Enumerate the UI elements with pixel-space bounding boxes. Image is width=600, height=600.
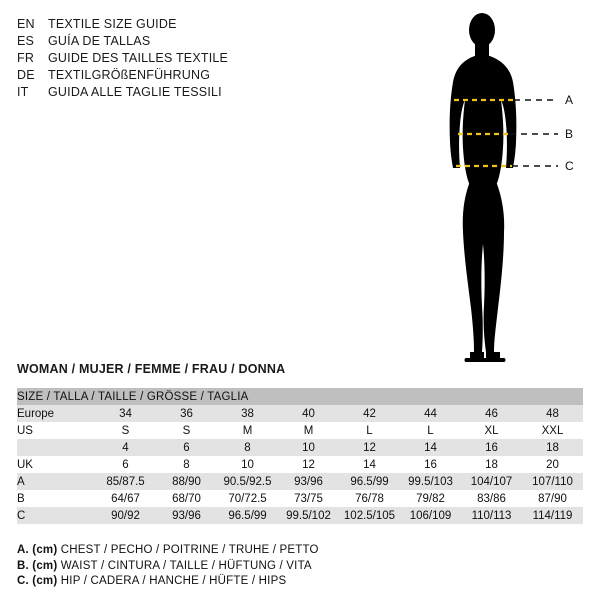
size-table <box>17 388 583 524</box>
cell: 93/96 <box>278 473 339 490</box>
cell: 34 <box>95 405 156 422</box>
cell: 12 <box>339 439 400 456</box>
legend-text: CHEST / PECHO / POITRINE / TRUHE / PETTO <box>60 544 319 556</box>
row-label: US <box>17 422 95 439</box>
table-row <box>17 405 583 422</box>
cell: 20 <box>522 456 583 473</box>
cell: 12 <box>278 456 339 473</box>
cell: L <box>339 422 400 439</box>
cell: 14 <box>400 439 461 456</box>
cell: 85/87.5 <box>95 473 156 490</box>
cell: 38 <box>217 405 278 422</box>
cell: 6 <box>95 456 156 473</box>
cell: XXL <box>522 422 583 439</box>
cell: 93/96 <box>156 507 217 524</box>
table-row <box>17 456 583 473</box>
language-code: FR <box>17 51 35 65</box>
cell: 18 <box>522 439 583 456</box>
cell: 102.5/105 <box>339 507 400 524</box>
row-label <box>17 439 95 456</box>
table-row <box>17 473 583 490</box>
cell: 10 <box>278 439 339 456</box>
legend-key: C. (cm) <box>17 575 58 587</box>
measure-label-c: C <box>565 159 574 173</box>
language-code: DE <box>17 68 35 82</box>
cell: M <box>217 422 278 439</box>
size-table-wrapper <box>17 388 583 524</box>
language-code: ES <box>17 34 35 48</box>
cell: 88/90 <box>156 473 217 490</box>
figure-diagram <box>430 8 590 368</box>
cell: S <box>156 422 217 439</box>
cell: 90.5/92.5 <box>217 473 278 490</box>
cell: 8 <box>217 439 278 456</box>
legend-text: WAIST / CINTURA / TAILLE / HÜFTUNG / VITA <box>60 559 312 572</box>
cell: 42 <box>339 405 400 422</box>
cell: 79/82 <box>400 490 461 507</box>
row-label: A <box>17 473 95 490</box>
cell: S <box>95 422 156 439</box>
cell: 110/113 <box>461 507 522 524</box>
cell: L <box>400 422 461 439</box>
gender-heading: WOMAN / MUJER / FEMME / FRAU / DONNA <box>17 362 286 376</box>
cell: 46 <box>461 405 522 422</box>
language-title: GUIDE DES TAILLES TEXTILE <box>48 51 229 65</box>
cell: 99.5/102 <box>278 507 339 524</box>
cell: 96.5/99 <box>339 473 400 490</box>
table-row <box>17 507 583 524</box>
table-header-label: SIZE / TALLA / TAILLE / GRÖSSE / TAGLIA <box>17 388 583 405</box>
table-row <box>17 422 583 439</box>
legend-key: B. (cm) <box>17 559 58 572</box>
legend-row <box>17 543 577 559</box>
cell: 83/86 <box>461 490 522 507</box>
cell: 64/67 <box>95 490 156 507</box>
language-row <box>17 33 317 50</box>
row-label: C <box>17 507 95 524</box>
row-label: Europe <box>17 405 95 422</box>
row-label: UK <box>17 456 95 473</box>
cell: 73/75 <box>278 490 339 507</box>
language-title: GUIDA ALLE TAGLIE TESSILI <box>48 85 222 99</box>
cell: 106/109 <box>400 507 461 524</box>
cell: 6 <box>156 439 217 456</box>
cell: 68/70 <box>156 490 217 507</box>
cell: 10 <box>217 456 278 473</box>
language-row <box>17 50 317 67</box>
cell: 96.5/99 <box>217 507 278 524</box>
cell: 90/92 <box>95 507 156 524</box>
cell: 76/78 <box>339 490 400 507</box>
language-row <box>17 16 317 33</box>
cell: 40 <box>278 405 339 422</box>
language-row <box>17 84 317 101</box>
cell: 70/72.5 <box>217 490 278 507</box>
legend-text: HIP / CADERA / HANCHE / HÜFTE / HIPS <box>60 575 287 587</box>
language-code: EN <box>17 17 35 31</box>
measure-label-b: B <box>565 127 574 141</box>
cell: 8 <box>156 456 217 473</box>
female-silhouette-icon <box>430 8 590 368</box>
legend-row <box>17 574 577 590</box>
cell: 14 <box>339 456 400 473</box>
language-title-list <box>17 16 317 101</box>
cell: 114/119 <box>522 507 583 524</box>
language-title: TEXTILE SIZE GUIDE <box>48 17 177 31</box>
cell: M <box>278 422 339 439</box>
row-label: B <box>17 490 95 507</box>
cell: 99.5/103 <box>400 473 461 490</box>
cell: XL <box>461 422 522 439</box>
cell: 87/90 <box>522 490 583 507</box>
measure-label-a: A <box>565 93 574 107</box>
cell: 44 <box>400 405 461 422</box>
cell: 16 <box>461 439 522 456</box>
measurement-legend <box>17 543 577 590</box>
cell: 36 <box>156 405 217 422</box>
cell: 16 <box>400 456 461 473</box>
cell: 4 <box>95 439 156 456</box>
legend-row <box>17 559 577 575</box>
table-header-row <box>17 388 583 405</box>
cell: 104/107 <box>461 473 522 490</box>
language-code: IT <box>17 85 29 99</box>
language-title: GUÍA DE TALLAS <box>48 34 151 48</box>
cell: 107/110 <box>522 473 583 490</box>
table-row <box>17 439 583 456</box>
table-row <box>17 490 583 507</box>
legend-key: A. (cm) <box>17 544 58 556</box>
cell: 18 <box>461 456 522 473</box>
language-row <box>17 67 317 84</box>
language-title: TEXTILGRÖßENFÜHRUNG <box>48 68 211 82</box>
cell: 48 <box>522 405 583 422</box>
